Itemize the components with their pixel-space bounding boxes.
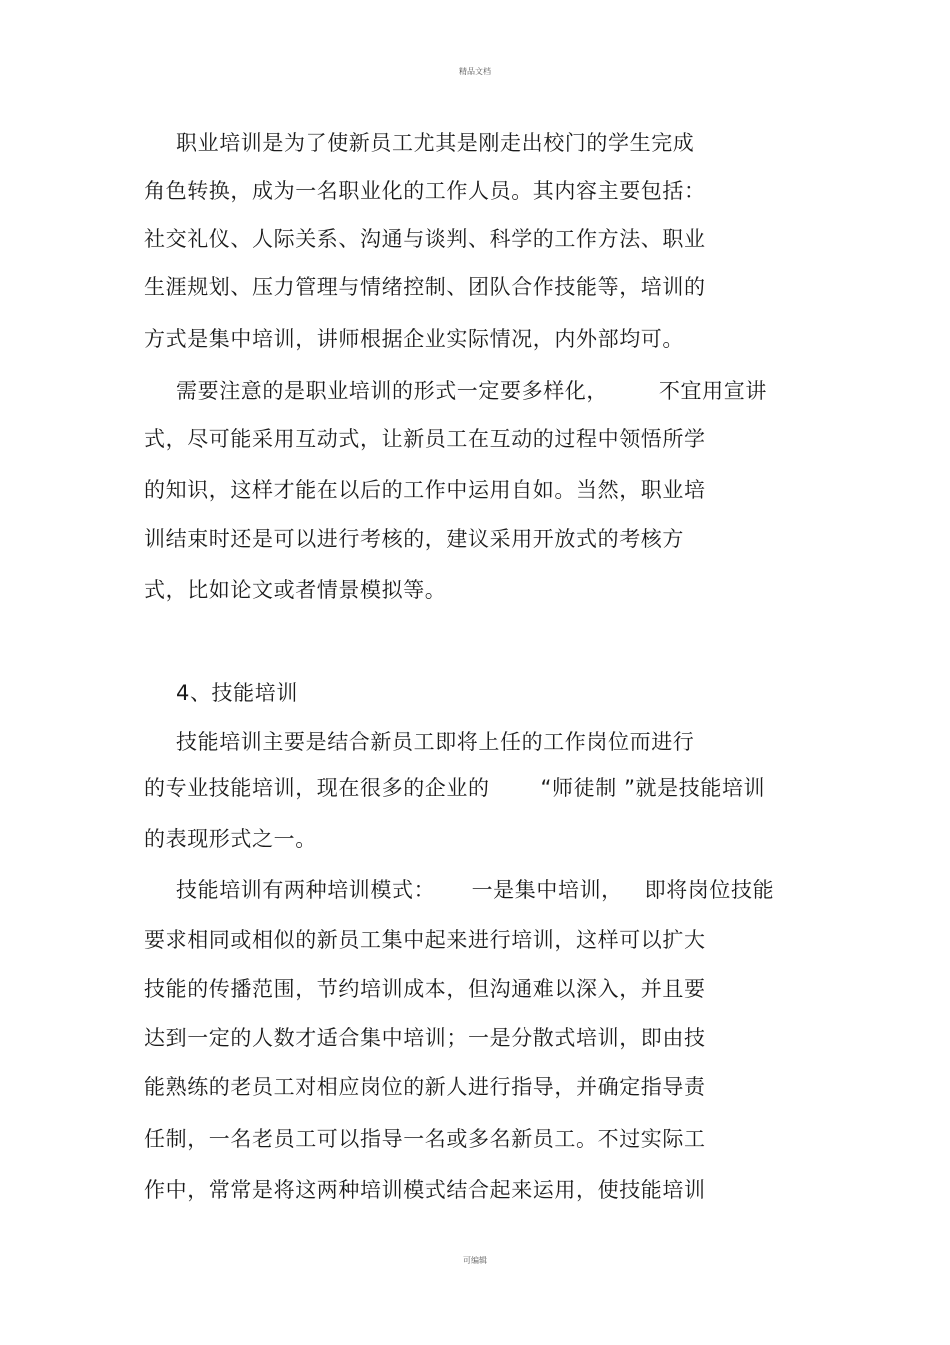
section-heading: 4、技能培训 [176,681,298,705]
paragraph-line: 能熟练的老员工对相应岗位的新人进行指导，并确定指导责 [144,1075,706,1099]
paragraph-line: 社交礼仪、人际关系、沟通与谈判、科学的工作方法、职业 [144,227,706,251]
paragraph-line: 方式是集中培训，讲师根据企业实际情况，内外部均可。 [144,327,684,351]
paragraph-line: 任制，一名老员工可以指导一名或多名新员工。不过实际工 [144,1127,706,1151]
paragraph-line: 的表现形式之一。 [144,827,317,851]
paragraph-line: 训结束时还是可以进行考核的，建议采用开放式的考核方 [144,527,684,551]
page-footer: 可编辑 [463,1256,487,1265]
page-header: 精品文档 [459,67,491,76]
paragraph-line: 的知识，这样才能在以后的工作中运用自如。当然，职业培 [144,478,706,502]
paragraph-line: 式，比如论文或者情景模拟等。 [144,578,447,602]
paragraph-line: 的专业技能培训，现在很多的企业的 “师徒制 ”就是技能培训 [144,776,766,800]
paragraph-line: 式，尽可能采用互动式，让新员工在互动的过程中领悟所学 [144,427,706,451]
paragraph-line: 作中，常常是将这两种培训模式结合起来运用，使技能培训 [144,1178,706,1202]
paragraph-line: 角色转换，成为一名职业化的工作人员。其内容主要包括： [144,179,706,203]
paragraph-line: 职业培训是为了使新员工尤其是刚走出校门的学生完成 [176,131,695,155]
paragraph-line: 达到一定的人数才适合集中培训；一是分散式培训，即由技 [144,1026,706,1050]
paragraph-line: 技能培训主要是结合新员工即将上任的工作岗位而进行 [176,730,695,754]
paragraph-line: 技能的传播范围，节约培训成本，但沟通难以深入，并且要 [144,977,706,1001]
paragraph-line: 需要注意的是职业培训的形式一定要多样化， 不宜用宣讲 [176,379,767,403]
paragraph-line: 要求相同或相似的新员工集中起来进行培训，这样可以扩大 [144,928,706,952]
paragraph-line: 生涯规划、压力管理与情绪控制、团队合作技能等，培训的 [144,275,706,299]
paragraph-line: 技能培训有两种培训模式： 一是集中培训， 即将岗位技能 [176,878,775,902]
